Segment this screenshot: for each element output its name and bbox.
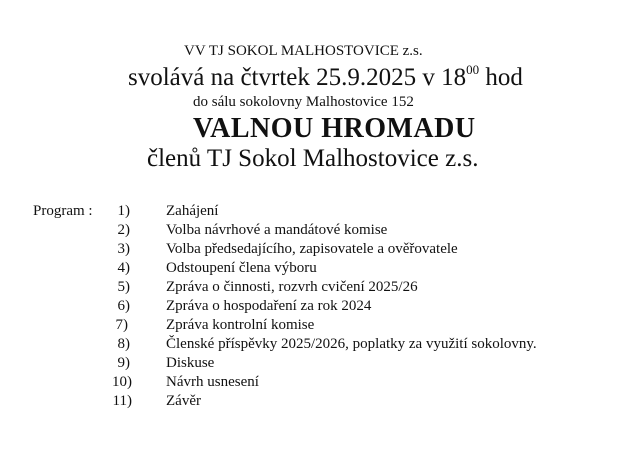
program-item-text: Zpráva o hospodaření za rok 2024: [166, 298, 372, 314]
program-item-number: 1): [117, 203, 130, 219]
organizer-line: VV TJ SOKOL MALHOSTOVICE z.s.: [184, 43, 423, 59]
program-item-text: Zahájení: [166, 203, 219, 219]
program-item-number: 9): [117, 355, 130, 371]
time-suffix: hod: [479, 64, 523, 91]
venue-line: do sálu sokolovny Malhostovice 152: [193, 94, 414, 110]
program-item-text: Odstoupení člena výboru: [166, 260, 317, 276]
program-item-text: Diskuse: [166, 355, 215, 371]
document-title: VALNOU HROMADU: [193, 113, 476, 144]
program-item-text: Volba předsedajícího, zapisovatele a ověřovatele: [166, 241, 458, 257]
program-item-text: Zpráva kontrolní komise: [166, 317, 315, 333]
program-item-text: Návrh usnesení: [166, 374, 259, 390]
program-item-number: 10): [112, 374, 132, 390]
program-label: Program :: [33, 203, 93, 219]
program-item-number: 11): [112, 393, 132, 409]
program-item-text: Volba návrhové a mandátové komise: [166, 222, 388, 238]
program-item-number: 2): [117, 222, 130, 238]
program-item-text: Závěr: [166, 393, 201, 409]
time-minutes: 00: [466, 62, 480, 77]
program-item-number: 8): [117, 336, 130, 352]
document-subtitle: členů TJ Sokol Malhostovice z.s.: [147, 145, 479, 172]
program-item-number: 4): [117, 260, 130, 276]
date-time-line: [128, 64, 523, 92]
program-item-text: Členské příspěvky 2025/2026, poplatky za využití sokolovny.: [166, 336, 537, 352]
program-item-number: 3): [117, 241, 130, 257]
program-item-text: Zpráva o činnosti, rozvrh cvičení 2025/26: [166, 279, 418, 295]
program-item-number: 7): [115, 317, 128, 333]
program-item-number: 5): [117, 279, 130, 295]
date-text: svolává na čtvrtek 25.9.2025 v 18: [128, 64, 467, 91]
program-item-number: 6): [117, 298, 130, 314]
